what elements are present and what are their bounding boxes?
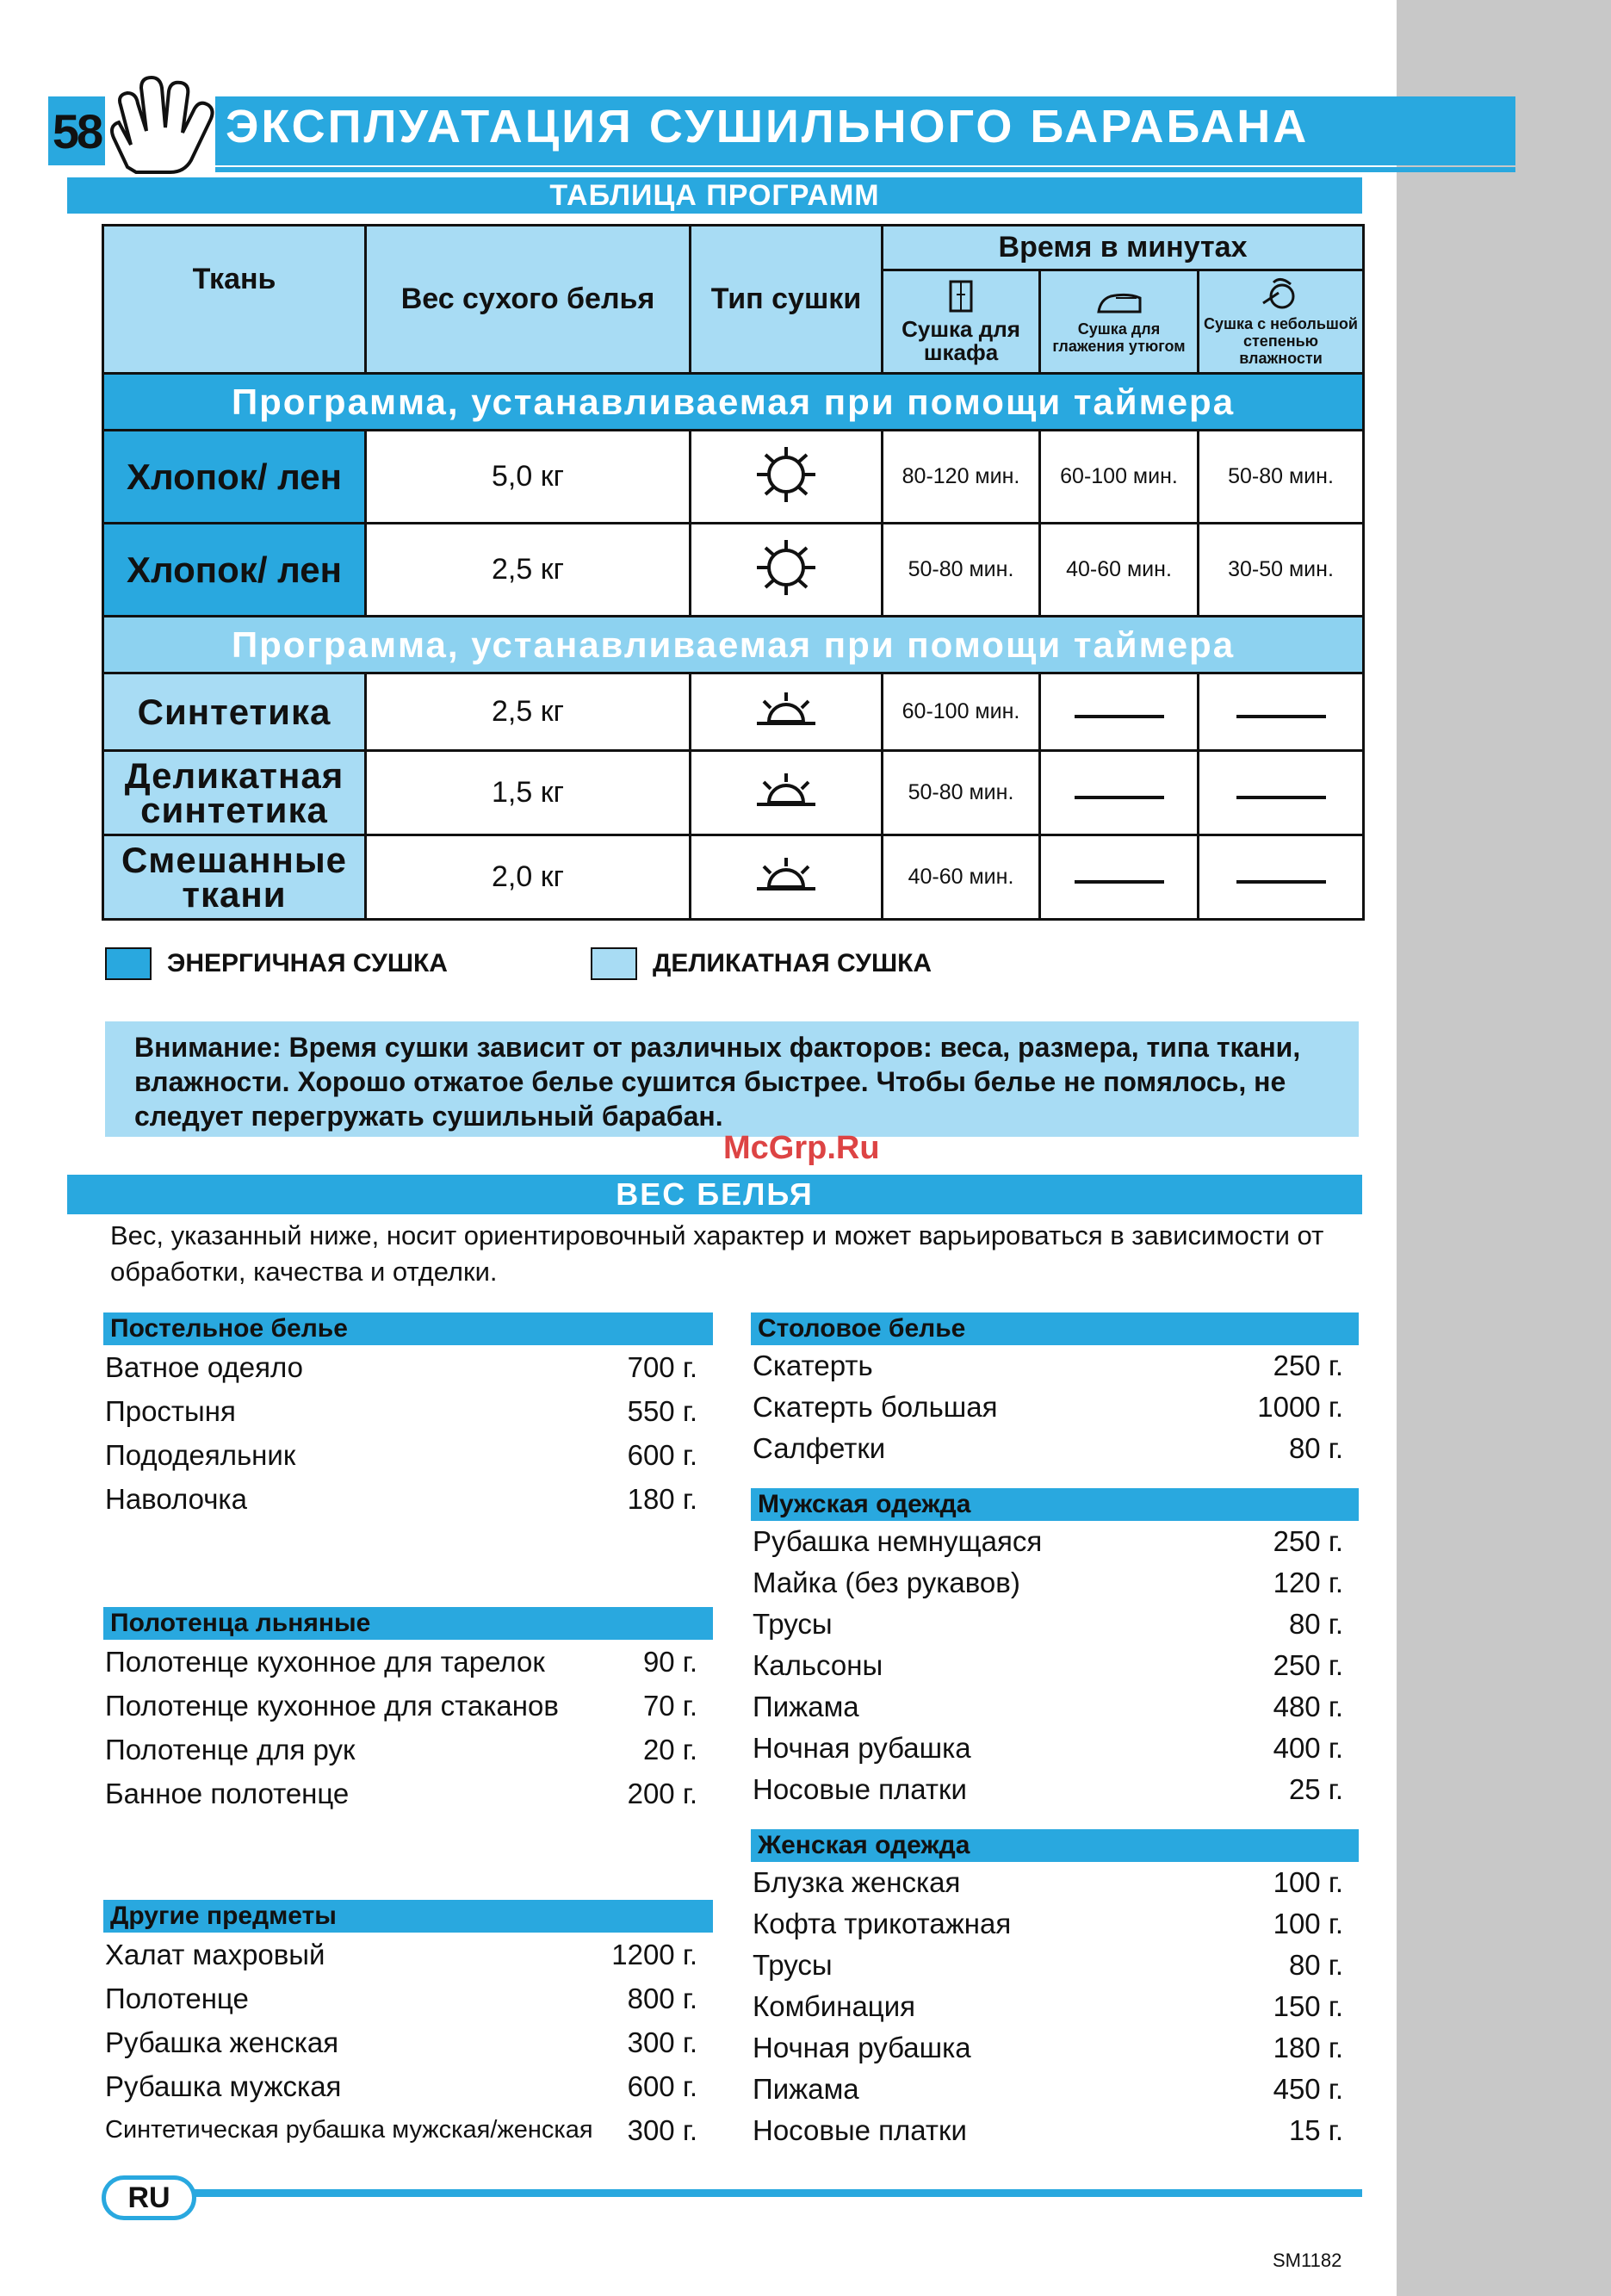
section-delicate-title: Программа, устанавливаемая при помощи таймера [103,617,1364,673]
half-sun-icon [752,772,821,810]
legend-swatch-delicate [591,947,637,980]
header-iron: Сушка для глажения утюгом [1040,270,1199,374]
table-row [103,524,1364,617]
list-item: Полотенце кухонное для тарелок 90 г. [105,1646,697,1678]
list-item: Трусы 80 г. [753,1608,1343,1640]
time-damp-na [1199,751,1364,835]
legend-swatch-energetic [105,947,152,980]
group-linen-towels [103,1607,713,1815]
time-cupboard: 50-80 мин. [883,751,1040,835]
half-sun-icon [752,856,821,894]
dash-mark [1075,796,1164,799]
group-title: Столовое белье [751,1312,1359,1345]
page-number: 58 [48,96,105,165]
time-damp-na [1199,673,1364,751]
time-cupboard: 50-80 мин. [883,524,1040,617]
legend-label: ЭНЕРГИЧНАЯ СУШКА [167,949,448,977]
list-item: Халат махровый 1200 г. [105,1939,697,1970]
weight-value: 5,0 кг [366,431,691,524]
footer-line [157,2189,1362,2197]
list-item: Блузка женская 100 г. [753,1866,1343,1898]
list-item: Рубашка немнущаяся 250 г. [753,1525,1343,1557]
table-row [103,835,1364,920]
page-title: ЭКСПЛУАТАЦИЯ СУШИЛЬНОГО БАРАБАНА [226,101,1310,152]
list-item: Полотенце кухонное для стаканов 70 г. [105,1690,697,1722]
group-title: Постельное белье [103,1312,713,1345]
weight-intro: Вес, указанный ниже, носит ориентировочный характер и может варьироваться в зависимости от обработки, качества и отделки. [110,1220,1324,1287]
time-iron-na [1040,835,1199,920]
table-row [103,751,1364,835]
cupboard-icon [948,279,974,313]
list-item: Майка (без рукавов) 120 г. [753,1567,1343,1598]
title-underline [215,167,1515,172]
time-damp-na [1199,835,1364,920]
delicate-drying-icon [691,751,883,835]
fabric-name: Деликатная синтетика [103,751,366,835]
time-cupboard: 40-60 мин. [883,835,1040,920]
list-item: Носовые платки 15 г. [753,2114,1343,2146]
list-item: Пододеяльник 600 г. [105,1439,697,1471]
list-item: Кофта трикотажная 100 г. [753,1908,1343,1939]
group-title: Женская одежда [751,1829,1359,1862]
group-title: Мужская одежда [751,1488,1359,1521]
header-type: Тип сушки [691,226,883,374]
header-weight: Вес сухого белья [366,226,691,374]
attention-note: Внимание: Время сушки зависит от различных факторов: веса, размера, типа ткани, влажности. Хорошо отжатое белье сушится быстрее. Чтобы белье не помялось, не следует перегружать сушильный барабан. [105,1021,1359,1137]
weight-section-title: ВЕС БЕЛЬЯ [67,1175,1362,1214]
group-title: Полотенца льняные [103,1607,713,1640]
header-fabric: Ткань [103,226,366,374]
table-subtitle: ТАБЛИЦА ПРОГРАММ [67,177,1362,214]
list-item: Носовые платки 25 г. [753,1773,1343,1805]
weight-value: 1,5 кг [366,751,691,835]
time-damp: 50-80 мин. [1199,431,1364,524]
programs-table [102,224,1365,921]
legend-energetic [105,947,448,980]
list-item: Ватное одеяло 700 г. [105,1351,697,1383]
weight-value: 2,0 кг [366,835,691,920]
dash-mark [1075,880,1164,884]
language-badge: RU [102,2175,196,2220]
delicate-drying-icon [691,835,883,920]
list-item: Полотенце 800 г. [105,1983,697,2014]
list-item: Салфетки 80 г. [753,1432,1343,1464]
list-item: Наволочка 180 г. [105,1483,697,1515]
time-cupboard: 60-100 мин. [883,673,1040,751]
list-item: Рубашка женская 300 г. [105,2026,697,2058]
dash-mark [1236,880,1326,884]
damp-shirt-icon [1260,277,1303,312]
iron-icon [1094,289,1145,317]
legend-label: ДЕЛИКАТНАЯ СУШКА [653,949,933,977]
weight-value: 2,5 кг [366,673,691,751]
time-iron: 40-60 мин. [1040,524,1199,617]
time-iron-na [1040,673,1199,751]
time-cupboard: 80-120 мин. [883,431,1040,524]
dash-mark [1236,715,1326,718]
group-title: Другие предметы [103,1900,713,1933]
time-iron-na [1040,751,1199,835]
fabric-name: Хлопок/ лен [103,431,366,524]
dash-mark [1236,796,1326,799]
list-item: Пижама 450 г. [753,2073,1343,2105]
table-row [103,431,1364,524]
list-item: Скатерть 250 г. [753,1350,1343,1381]
group-other-items [103,1900,713,2152]
list-item: Банное полотенце 200 г. [105,1778,697,1809]
energetic-drying-icon [691,431,883,524]
fabric-name: Хлопок/ лен [103,524,366,617]
weight-value: 2,5 кг [366,524,691,617]
fabric-name: Смешанные ткани [103,835,366,920]
list-item: Полотенце для рук 20 г. [105,1734,697,1765]
list-item: Комбинация 150 г. [753,1990,1343,2022]
group-table-linen [751,1312,1359,1469]
document-code: SM1182 [1273,2249,1342,2271]
half-sun-icon [752,691,821,729]
fabric-name: Синтетика [103,673,366,751]
list-item: Ночная рубашка 400 г. [753,1732,1343,1764]
list-item: Пижама 480 г. [753,1691,1343,1722]
time-damp: 30-50 мин. [1199,524,1364,617]
list-item: Кальсоны 250 г. [753,1649,1343,1681]
group-mens-clothing [751,1488,1359,1810]
sun-icon [752,537,821,598]
header-time: Время в минутах [883,226,1364,270]
side-margin-band [1397,0,1611,2296]
watermark: McGrp.Ru [723,1130,880,1166]
sun-icon [752,444,821,505]
list-item: Синтетическая рубашка мужская/женская 300 г. [105,2114,697,2146]
dash-mark [1075,715,1164,718]
section-energetic-title: Программа, устанавливаемая при помощи таймера [103,374,1364,431]
legend-delicate [591,947,932,980]
list-item: Рубашка мужская 600 г. [105,2070,697,2102]
header-cupboard: Сушка для шкафа [883,270,1040,374]
header-damp: Сушка с небольшой степенью влажности [1199,270,1364,374]
table-row [103,673,1364,751]
list-item: Ночная рубашка 180 г. [753,2032,1343,2063]
group-womens-clothing [751,1829,1359,2151]
group-bed-linen [103,1312,713,1521]
list-item: Трусы 80 г. [753,1949,1343,1981]
energetic-drying-icon [691,524,883,617]
delicate-drying-icon [691,673,883,751]
hand-icon [102,71,220,174]
time-iron: 60-100 мин. [1040,431,1199,524]
list-item: Простыня 550 г. [105,1395,697,1427]
list-item: Скатерть большая 1000 г. [753,1391,1343,1423]
